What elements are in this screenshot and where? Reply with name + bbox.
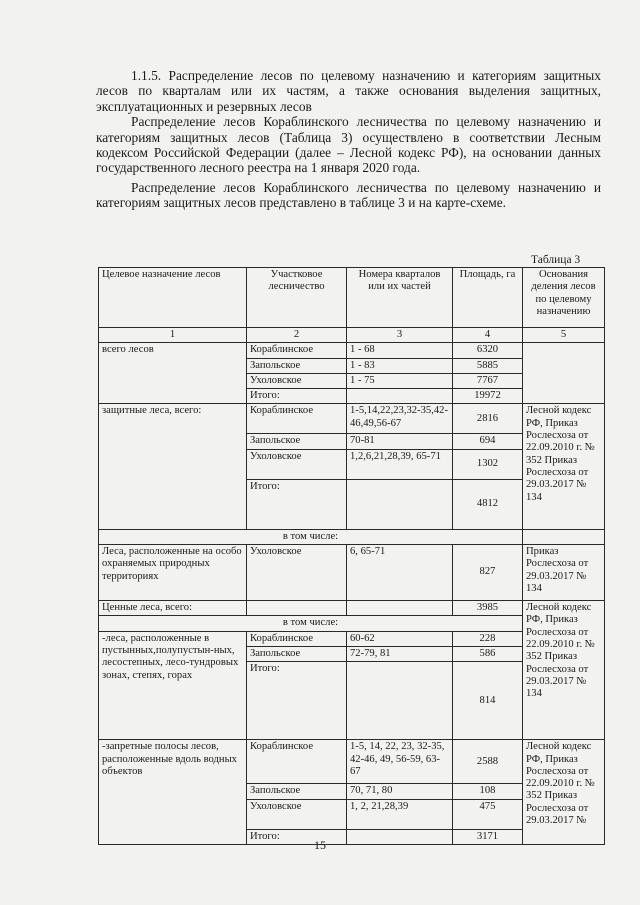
district-cell: Запольское	[247, 646, 347, 661]
quarters-cell: 1-5,14,22,23,32-35,42-46,49,56-67	[347, 404, 453, 434]
district-cell: Кораблинское	[247, 343, 347, 358]
area-cell: 108	[453, 784, 523, 799]
area-cell: 3171	[453, 829, 523, 844]
area-cell: 2816	[453, 404, 523, 434]
quarters-cell	[347, 662, 453, 740]
district-cell: Запольское	[247, 784, 347, 799]
col-num-5: 5	[523, 328, 605, 343]
area-cell: 7767	[453, 373, 523, 388]
header-quarters: Номера кварталов или их частей	[347, 268, 453, 328]
quarters-cell	[347, 601, 453, 616]
header-district: Участковое лесничество	[247, 268, 347, 328]
valuable-label: Ценные леса, всего:	[99, 601, 247, 616]
district-cell: Ухоловское	[247, 799, 347, 829]
area-cell: 814	[453, 662, 523, 740]
quarters-cell: 70-81	[347, 434, 453, 449]
col-num-4: 4	[453, 328, 523, 343]
table-row	[99, 343, 605, 358]
district-cell: Итого:	[247, 389, 347, 404]
quarters-cell: 1, 2, 21,28,39	[347, 799, 453, 829]
area-cell: 3985	[453, 601, 523, 616]
quarters-cell: 6, 65-71	[347, 545, 453, 601]
quarters-cell	[347, 389, 453, 404]
water-basis: Лесной кодекс РФ, Приказ Рослесхоза от 22.09.2010 г. № 352 Приказ Рослесхоза от 29.03.2017 №	[523, 740, 605, 845]
protective-label: защитные леса, всего:	[99, 404, 247, 529]
including-label: в том числе:	[99, 529, 523, 544]
header-basis: Основания деления лесов по целевому назначению	[523, 268, 605, 328]
district-cell: Кораблинское	[247, 631, 347, 646]
specially-protected-basis: Приказ Рослесхоза от 29.03.2017 № 134	[523, 545, 605, 601]
quarters-cell: 1,2,6,21,28,39, 65-71	[347, 449, 453, 479]
protective-basis: Лесной кодекс РФ, Приказ Рослесхоза от 22.09.2010 г. № 352 Приказ Рослесхоза от 29.03.2017 № 134	[523, 404, 605, 529]
paragraph-1: Распределение лесов Кораблинского лесничества по целевому назначению и категориям защитных лесов (Таблица 3) осуществлено в соответствии Лесным кодексом Российской Федерации (далее – Лесной кодекс РФ), на основании данных государственного лесного реестра на 1 января 2020 года.	[96, 114, 601, 176]
paragraph-2: Распределение лесов Кораблинского лесничества по целевому назначению и категориям защитных лесов представлено в таблице 3 и на карте-схеме.	[96, 179, 601, 211]
quarters-cell: 1-5, 14, 22, 23, 32-35, 42-46, 49, 56-59, 63-67	[347, 740, 453, 784]
body-text	[96, 68, 601, 211]
basis-cell-empty	[523, 529, 605, 544]
district-cell: Ухоловское	[247, 545, 347, 601]
area-cell: 1302	[453, 449, 523, 479]
quarters-cell: 1 - 68	[347, 343, 453, 358]
table-row	[99, 545, 605, 601]
forest-distribution-table	[98, 267, 605, 845]
area-cell: 827	[453, 545, 523, 601]
valuable-basis: Лесной кодекс РФ, Приказ Рослесхоза от 22.09.2010 г. № 352 Приказ Рослесхоза от 29.03.2017 № 134	[523, 601, 605, 740]
table-row	[99, 601, 605, 616]
column-number-row	[99, 328, 605, 343]
district-cell: Итого:	[247, 479, 347, 529]
area-cell: 2588	[453, 740, 523, 784]
area-cell: 19972	[453, 389, 523, 404]
table-row	[99, 740, 605, 784]
col-num-3: 3	[347, 328, 453, 343]
including-label: в том числе:	[99, 616, 523, 631]
water-label: -запретные полосы лесов, расположенные вдоль водных объектов	[99, 740, 247, 845]
quarters-cell: 70, 71, 80	[347, 784, 453, 799]
area-cell: 228	[453, 631, 523, 646]
district-cell	[247, 601, 347, 616]
section-heading: 1.1.5. Распределение лесов по целевому назначению и категориям защитных лесов по кварталам или их частям, а также основания выделения защитных, эксплуатационных и резервных лесов	[96, 68, 601, 114]
table-row	[99, 404, 605, 434]
district-cell: Ухоловское	[247, 373, 347, 388]
district-cell: Запольское	[247, 358, 347, 373]
col-num-1: 1	[99, 328, 247, 343]
basis-cell-empty	[523, 343, 605, 404]
desert-label: -леса, расположенные в пустынных,полупустын-ных, лесостепных, лесо-тундровых зонах, степях, горах	[99, 631, 247, 740]
area-cell: 6320	[453, 343, 523, 358]
district-cell: Кораблинское	[247, 740, 347, 784]
quarters-cell	[347, 479, 453, 529]
area-cell: 5885	[453, 358, 523, 373]
district-cell: Ухоловское	[247, 449, 347, 479]
table-caption: Таблица 3	[531, 254, 581, 266]
district-cell: Итого:	[247, 662, 347, 740]
quarters-cell: 1 - 83	[347, 358, 453, 373]
quarters-cell: 1 - 75	[347, 373, 453, 388]
table-row	[99, 529, 605, 544]
quarters-cell: 60-62	[347, 631, 453, 646]
quarters-cell: 72-79, 81	[347, 646, 453, 661]
table-header-row	[99, 268, 605, 328]
district-cell: Запольское	[247, 434, 347, 449]
header-purpose: Целевое назначение лесов	[99, 268, 247, 328]
area-cell: 586	[453, 646, 523, 661]
area-cell: 4812	[453, 479, 523, 529]
area-cell: 475	[453, 799, 523, 829]
page-number: 15	[314, 838, 326, 852]
district-cell: Кораблинское	[247, 404, 347, 434]
header-area: Площадь, га	[453, 268, 523, 328]
all-forests-label: всего лесов	[99, 343, 247, 404]
district-cell: Итого:	[247, 829, 347, 844]
col-num-2: 2	[247, 328, 347, 343]
area-cell: 694	[453, 434, 523, 449]
specially-protected-label: Леса, расположенные на особо охраняемых природных территориях	[99, 545, 247, 601]
